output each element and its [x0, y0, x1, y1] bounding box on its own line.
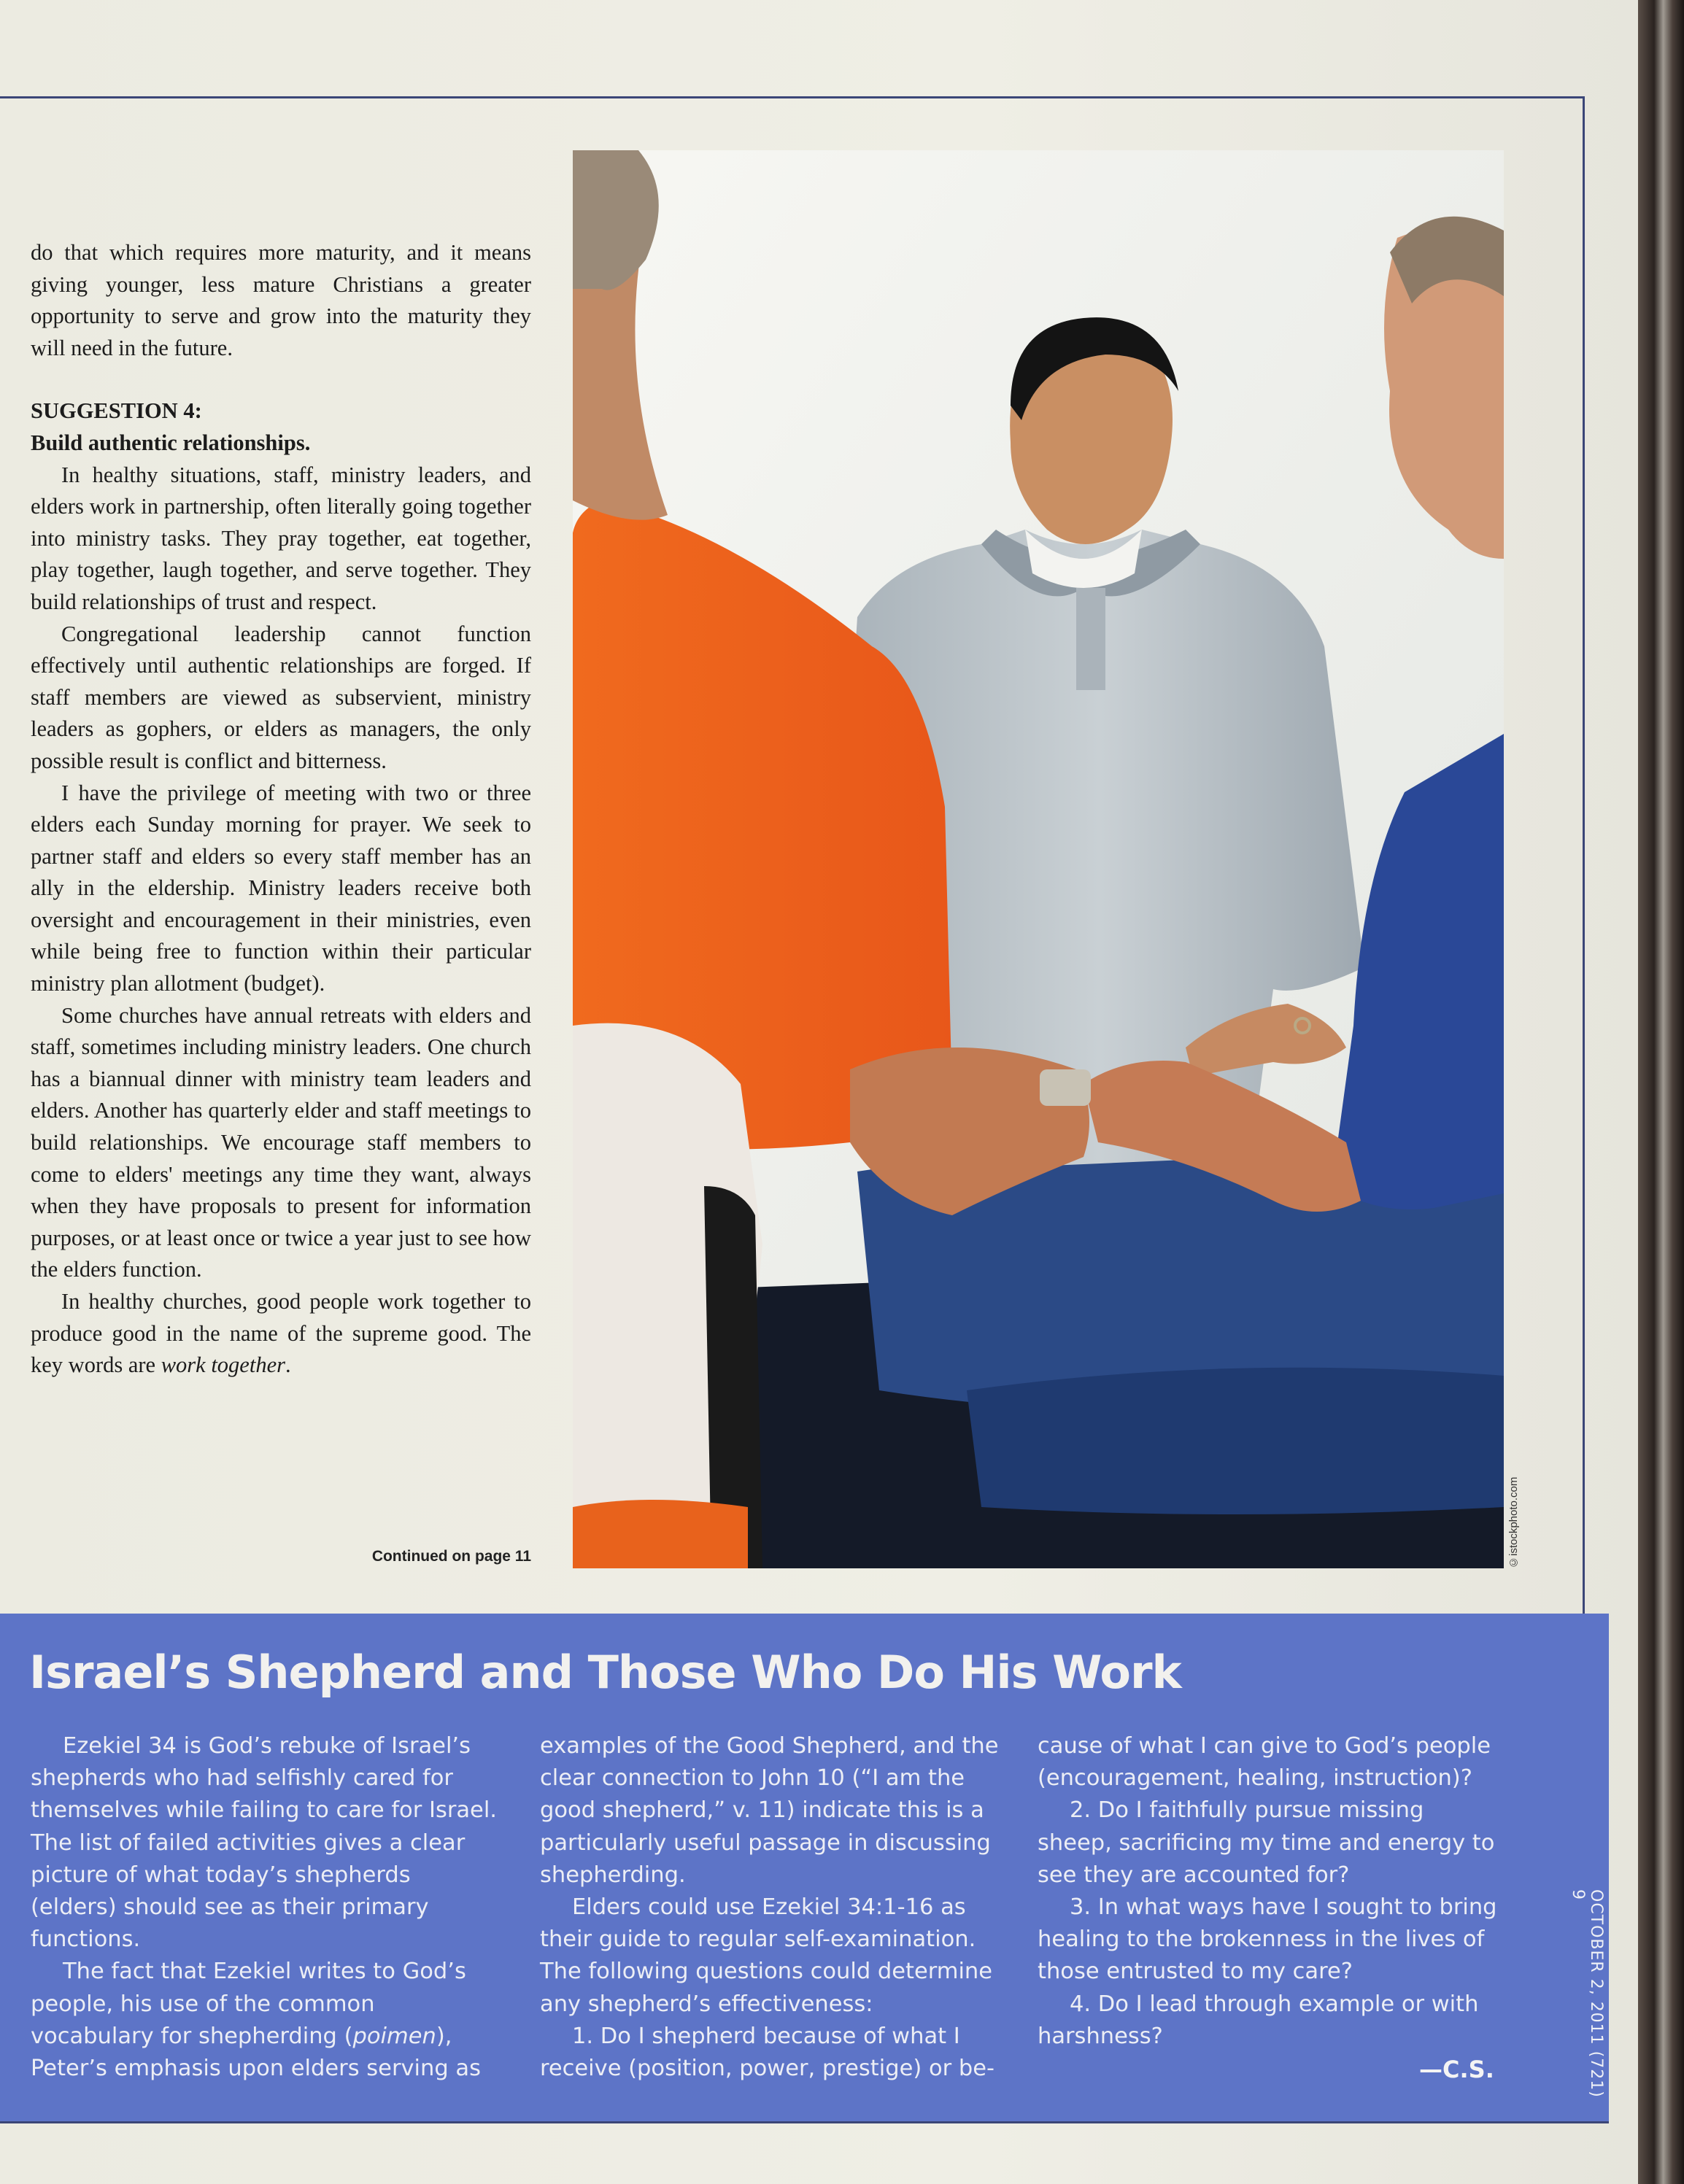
right-rule: [1583, 96, 1585, 1614]
spine-shadow: [1638, 0, 1684, 2184]
sidebar-column-1: [31, 1730, 498, 2085]
body-paragraph: I have the privilege of meeting with two or three elders each Sunday morning for prayer. We seek to partner staff and elders so every staff member has an ally in the eldership. Ministry leaders receive both oversight and encouragement in their ministries, even while being free to function within their particular ministry plan allotment (budget).: [31, 780, 531, 996]
sidebar-question: 3. In what ways have I sought to bring healing to the brokenness in the lives of those entrusted to my care?: [1038, 1894, 1497, 1985]
sidebar-text: The fact that Ezekiel writes to God’s people, his use of the common vocabulary for shepherding (: [31, 1959, 466, 2049]
body-paragraph: Some churches have annual retreats with elders and staff, sometimes including ministry leaders. One church has a biannual dinner with ministry team leaders and elders. Another has quarterly elder and staff meetings to build relationships. We encourage staff members to come to elders' meetings any time they want, always when they have proposals to present for information purposes, or at least once or twice a year just to see how the elders function.: [31, 1002, 531, 1282]
sidebar-paragraph: Elders could use Ezekiel 34:1-16 as their guide to regular self-examination. The following questions could determine any shepherd’s effectiveness:: [540, 1894, 993, 2017]
sidebar-column-3: [1038, 1730, 1505, 2053]
sidebar-question: 1. Do I shepherd because of what I receive (position, power, prestige) or be-: [540, 2023, 994, 2082]
body-paragraph: Congregational leadership cannot function effectively until authentic relationships are forged. If staff members are viewed as subservient, ministry leaders as gophers, or elders as managers, the only possible result is conflict and bitterness.: [31, 621, 531, 773]
sidebar-paragraph: cause of what I can give to God’s people (encouragement, healing, instruction)?: [1038, 1733, 1491, 1792]
closing-text: In healthy churches, good people work together to produce good in the name of the supreme good. The key words are: [31, 1289, 531, 1378]
author-signature: —C.S.: [1419, 2056, 1494, 2083]
suggestion-label: SUGGESTION 4:: [31, 398, 202, 424]
sidebar-paragraph: examples of the Good Shepherd, and the clear connection to John 10 (“I am the good shepherd,” v. 11) indicate this is a particularly useful passage in discussing shepherding.: [540, 1733, 999, 1888]
photo-credit: ©istockphoto.com: [1507, 1476, 1520, 1568]
closing-paragraph: [31, 1286, 531, 1382]
opening-paragraph: do that which requires more maturity, and it means giving younger, less mature Christians a greater opportunity to serve and grow into the maturity they will need in the future.: [31, 240, 531, 360]
sidebar-text: ), Peter’s emphasis upon elders serving as: [31, 2023, 481, 2082]
sidebar-title: Israel’s Shepherd and Those Who Do His Work: [29, 1646, 1181, 1699]
bottom-rule: [0, 2121, 1609, 2123]
sidebar-question: 4. Do I lead through example or with harshness?: [1038, 1991, 1479, 2049]
top-rule: [0, 96, 1585, 98]
sidebar-emphasis: poimen: [352, 2023, 436, 2049]
sidebar-paragraph: [31, 1956, 498, 2085]
body-paragraph: In healthy situations, staff, ministry leaders, and elders work in partnership, often literally going together into ministry tasks. They pray together, eat together, play together, laugh together, and serve together. They build relationships of trust and respect.: [31, 462, 531, 614]
closing-emphasis: work together: [161, 1352, 285, 1378]
folio: OCTOBER 2, 2011 (721) 9: [1569, 1889, 1605, 2098]
continued-note: Continued on page 11: [371, 1548, 531, 1565]
closing-period: .: [285, 1352, 291, 1378]
prayer-photo: [573, 150, 1504, 1568]
sidebar-paragraph: Ezekiel 34 is God’s rebuke of Israel’s shepherds who had selfishly cared for themselves while failing to care for Israel. The list of failed activities gives a clear picture of what today’s shepherds (elders) should see as their primary functions.: [31, 1733, 497, 1953]
sidebar-column-2: [540, 1730, 1007, 2085]
prayer-photo-illustration: [573, 150, 1504, 1568]
sidebar-question: 2. Do I faithfully pursue missing sheep, sacrificing my time and energy to see they are accounted for?: [1038, 1797, 1495, 1888]
suggestion-title: Build authentic relationships.: [31, 430, 311, 455]
article-body: [31, 237, 531, 1382]
